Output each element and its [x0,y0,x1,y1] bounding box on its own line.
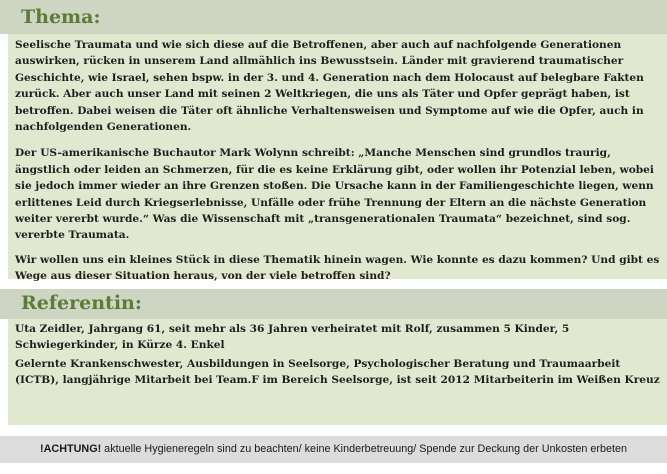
thema-paragraph-1: Seelische Traumata und wie sich diese auf die Betroffenen, aber auch auf nachfolgende Generationen auswirken, rücken in unserem Land allmählich ins Bewusstsein. Länder mit gravierend traumatischer Geschichte, wie Israel, sehen bspw. in der 3. und 4. Generation nach dem Holocaust auf belegbare Fakten zurück. Aber auch unser Land mit seinen 2 Weltkriegen, die uns als Täter und Opfer geprägt haben, ist betroffen. Dabei weisen die Täter oft ähnliche Verhaltensweisen und Symptome auf wie die Opfer, auch in nachfolgenden Generationen. [15,39,644,134]
thema-heading: Thema: [21,6,101,28]
thema-body [15,37,663,285]
footer-notice [0,436,667,463]
referentin-heading: Referentin: [21,292,142,314]
thema-paragraph-3: Wir wollen uns ein kleines Stück in diese Thematik hinein wagen. Wie konnte es dazu kommen? Und gibt es Wege aus dieser Situation heraus, von der viele betroffen sind? [15,253,660,283]
referentin-body [15,321,663,389]
thema-header [0,0,667,34]
footer-warning: !ACHTUNG! [40,443,102,455]
footer-text: aktuelle Hygieneregeln sind zu beachten/ keine Kinderbetreuung/ Spende zur Deckung der Unkosten erbeten [101,443,627,455]
referentin-header [0,289,667,319]
referentin-paragraph-1: Uta Zeidler, Jahrgang 61, seit mehr als 36 Jahren verheiratet mit Rolf, zusammen 5 Kinder, 5 Schwiegerkinder, in Kürze 4. Enkel [15,323,570,352]
referentin-paragraph-2: Gelernte Krankenschwester, Ausbildungen in Seelsorge, Psychologischer Beratung und Traumaarbeit (ICTB), langjährige Mitarbeit bei Team.F im Bereich Seelsorge, ist seit 2012 Mitarbeiterin im Weißen Kreuz [15,357,660,387]
thema-paragraph-2: Der US-amerikanische Buchautor Mark Wolynn schreibt: „Manche Menschen sind grundlos traurig, ängstlich oder leiden an Schmerzen, für die es keine Erklärung gibt, oder wollen ihr Potenzial leben, wobei sie jedoch immer wieder an ihre Grenzen stoßen. Die Ursache kann in der Familiengeschichte liegen, wenn erlittenes Leid durch Kriegserlebnisse, Unfälle oder frühe Trennung der Eltern an die nächste Generation weiter vererbt wurde.“ Was die Wissenschaft mit „transgenerationalen Traumata“ bezeichnet, sind sog. vererbte Traumata. [15,147,654,242]
